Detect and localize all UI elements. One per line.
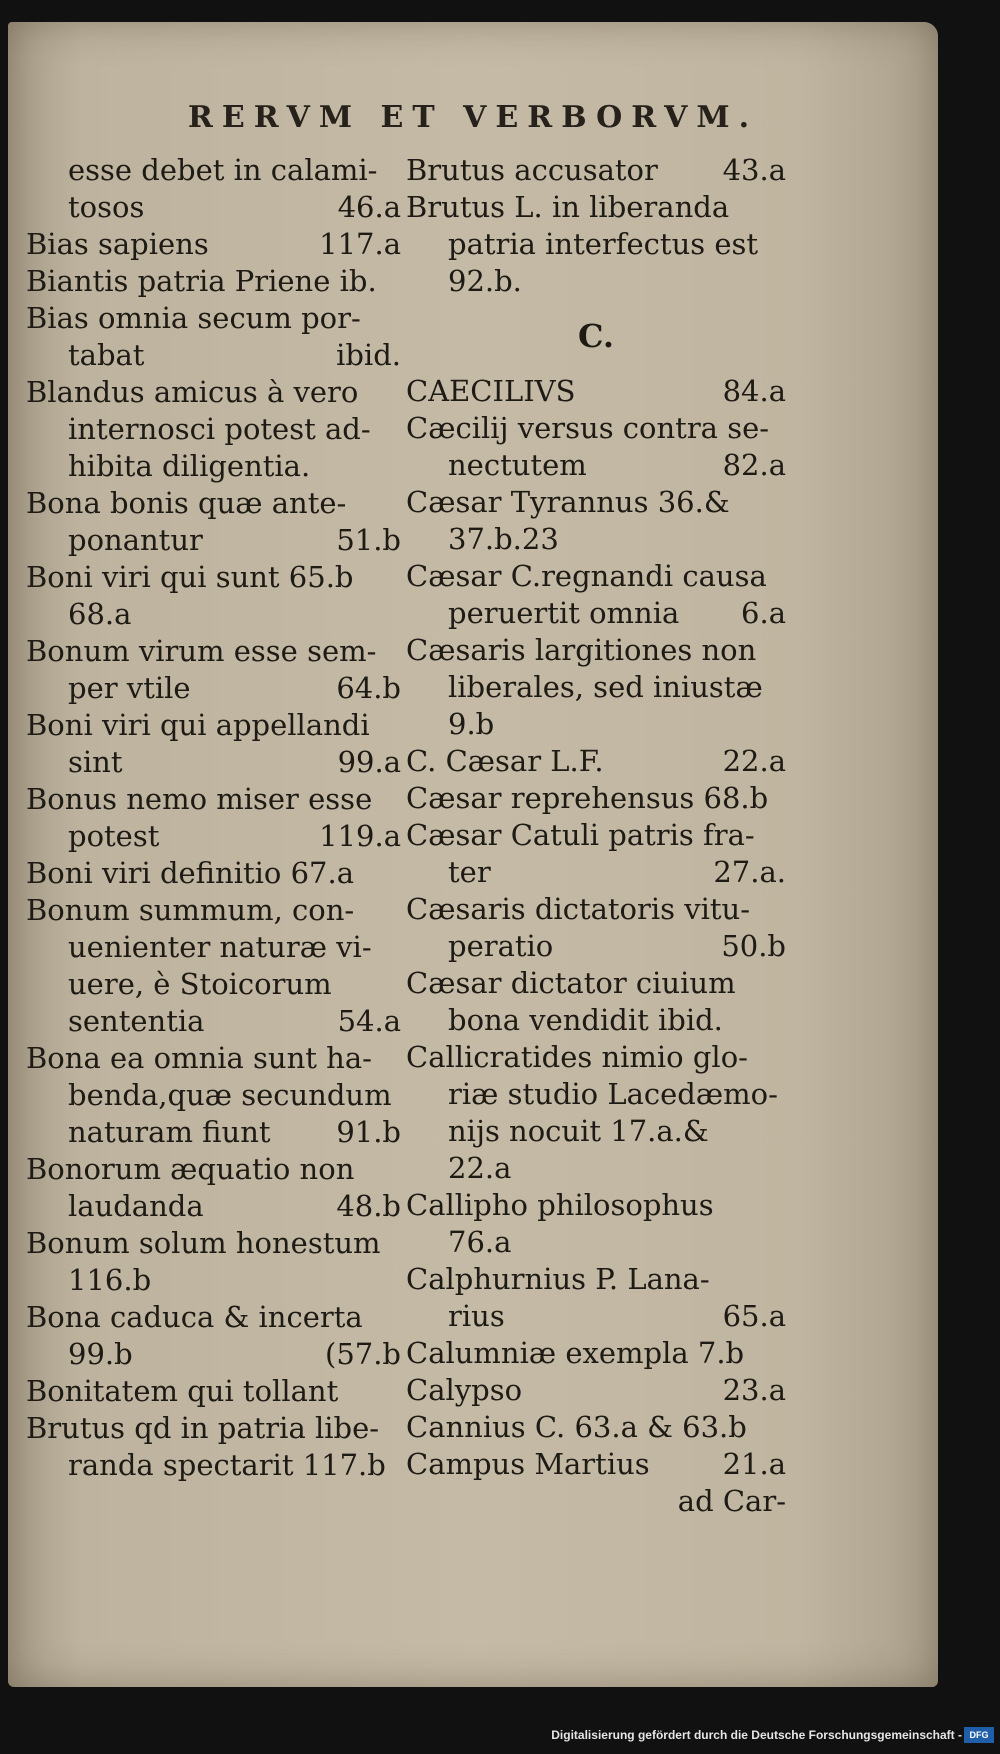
index-entry-line (406, 1372, 786, 1409)
index-entry-line (26, 559, 401, 596)
entry-text: Calumniæ exempla 7.b (406, 1336, 745, 1370)
index-entry-line (26, 966, 401, 1003)
entry-text: Calphurnius P. Lana- (406, 1262, 710, 1296)
index-entry-line (406, 928, 786, 965)
index-entry-line (406, 226, 786, 263)
entry-text: Callipho philosophus (406, 1188, 714, 1222)
index-entry-line (406, 706, 786, 743)
entry-text: 9.b (448, 707, 495, 741)
entry-text: patria interfectus est (448, 227, 759, 261)
index-entry-line (406, 300, 786, 318)
index-entry-line (26, 1262, 401, 1299)
entry-text: tabat (68, 338, 145, 372)
running-head: RERVM ET VERBORVM. (187, 100, 759, 135)
index-entry-line (26, 1299, 401, 1336)
index-entry-line (26, 411, 401, 448)
entry-page-ref: 117.a (319, 227, 401, 261)
entry-text: 76.a (448, 1225, 512, 1259)
index-entry-line (26, 189, 401, 226)
index-entry-line (406, 595, 786, 632)
index-entry-line (26, 670, 401, 707)
entry-text: Bonum virum esse sem- (26, 634, 377, 668)
entry-text: Bias sapiens (26, 227, 209, 261)
index-entry-line (406, 1076, 786, 1113)
entry-text: rius (448, 1299, 505, 1333)
index-entry-line (26, 448, 401, 485)
index-entry-line (406, 263, 786, 300)
entry-text: Cæsar C.regnandi causa (406, 559, 767, 593)
index-entry-line (26, 818, 401, 855)
index-entry-line (406, 152, 786, 189)
entry-text: Bias omnia secum por- (26, 301, 361, 335)
entry-text: 92.b. (448, 264, 522, 298)
index-entry-line (26, 929, 401, 966)
index-entry-line (406, 817, 786, 854)
index-entry-line (406, 669, 786, 706)
entry-text: Bonorum æquatio non (26, 1152, 355, 1186)
index-entry-line (26, 596, 401, 633)
entry-page-ref: 64.b (336, 671, 401, 705)
entry-text: liberales, sed iniustæ (448, 670, 763, 704)
entry-text: Cæsar Tyrannus 36.& (406, 485, 730, 519)
entry-page-ref: 22.a (722, 744, 786, 778)
index-entry-line (26, 744, 401, 781)
entry-page-ref: 48.b (336, 1189, 401, 1223)
index-entry-line (26, 1410, 401, 1447)
entry-text: internosci potest ad- (68, 412, 371, 446)
book-page (8, 22, 938, 1687)
index-entry-line (406, 355, 786, 373)
entry-page-ref: ad Car- (677, 1484, 786, 1518)
entry-text: peratio (448, 929, 554, 963)
entry-text: riæ studio Lacedæmo- (448, 1077, 778, 1111)
entry-text: benda,quæ secundum (68, 1078, 392, 1112)
index-entry-line (406, 1409, 786, 1446)
entry-text: per vtile (68, 671, 191, 705)
entry-page-ref: 21.a (722, 1447, 786, 1481)
index-entry-line (26, 300, 401, 337)
entry-text: naturam fiunt (68, 1115, 271, 1149)
index-entry-line (406, 1446, 786, 1483)
index-entry-line (406, 1483, 786, 1520)
entry-text: Bonitatem qui tollant (26, 1374, 339, 1408)
index-entry-line (26, 1336, 401, 1373)
entry-page-ref: 84.a (722, 374, 786, 408)
entry-text: Blandus amicus à vero (26, 375, 359, 409)
index-entry-line (406, 1224, 786, 1261)
entry-text: Biantis patria Priene ib. (26, 264, 377, 298)
index-column-left (26, 152, 401, 1484)
entry-text: Bonus nemo miser esse (26, 782, 373, 816)
dfg-logo: DFG (964, 1727, 994, 1743)
entry-text: Brutus L. in liberanda (406, 190, 730, 224)
entry-text: 37.b.23 (448, 522, 559, 556)
index-entry-line (26, 485, 401, 522)
index-entry-line (406, 558, 786, 595)
entry-text: 68.a (68, 597, 132, 631)
index-column-right (406, 152, 786, 1520)
index-entry-line (26, 781, 401, 818)
index-entry-line (26, 374, 401, 411)
entry-text: Brutus qd in patria libe- (26, 1411, 380, 1445)
entry-text: ter (448, 855, 491, 889)
entry-text: Bonum summum, con- (26, 893, 355, 927)
entry-text: Cæsar dictator ciuium (406, 966, 736, 1000)
index-entry-line (26, 1447, 401, 1484)
index-entry-line (26, 226, 401, 263)
entry-page-ref: 46.a (337, 190, 401, 224)
entry-text: Bona ea omnia sunt ha- (26, 1041, 372, 1075)
index-entry-line (406, 1298, 786, 1335)
funding-credit: Digitalisierung gefördert durch die Deutsche Forschungsgemeinschaft - (551, 1728, 962, 1742)
index-entry-line (26, 1188, 401, 1225)
entry-text: 116.b (68, 1263, 152, 1297)
entry-text: Cæcilij versus contra se- (406, 411, 770, 445)
index-entry-line (26, 892, 401, 929)
index-entry-line (406, 1335, 786, 1372)
entry-text: tosos (68, 190, 145, 224)
entry-text: nijs nocuit 17.a.& (448, 1114, 709, 1148)
entry-text: 22.a (448, 1151, 512, 1185)
entry-text: CAECILIVS (406, 374, 576, 408)
entry-text: sint (68, 745, 123, 779)
entry-text: Cæsar Catuli patris fra- (406, 818, 755, 852)
index-entry-line (406, 1002, 786, 1039)
entry-text: peruertit omnia (448, 596, 680, 630)
index-entry-line (26, 337, 401, 374)
entry-text: hibita diligentia. (68, 449, 311, 483)
entry-text: Cæsaris largitiones non (406, 633, 757, 667)
index-entry-line (406, 743, 786, 780)
index-entry-line (406, 1187, 786, 1224)
entry-page-ref: 65.a (722, 1299, 786, 1333)
index-entry-line (406, 1150, 786, 1187)
entry-page-ref: ibid. (336, 338, 401, 372)
entry-page-ref: 50.b (721, 929, 786, 963)
entry-page-ref: 99.a (337, 745, 401, 779)
entry-text: randa spectarit 117.b (68, 1448, 386, 1482)
index-entry-line (26, 633, 401, 670)
entry-text: nectutem (448, 448, 587, 482)
index-entry-line (26, 522, 401, 559)
entry-page-ref: 82.a (722, 448, 786, 482)
entry-text: C. Cæsar L.F. (406, 744, 604, 778)
index-entry-line (406, 965, 786, 1002)
section-letter: C. (577, 317, 615, 355)
entry-page-ref: 54.a (337, 1004, 401, 1038)
entry-page-ref: 6.a (741, 596, 786, 630)
index-entry-line (406, 521, 786, 558)
entry-text: uenienter naturæ vi- (68, 930, 372, 964)
entry-text: Cannius C. 63.a & 63.b (406, 1410, 747, 1444)
index-entry-line (406, 318, 786, 355)
entry-text: Cæsaris dictatoris vitu- (406, 892, 751, 926)
entry-page-ref: 119.a (319, 819, 401, 853)
index-entry-line (406, 632, 786, 669)
entry-text: bona vendidit ibid. (448, 1003, 723, 1037)
index-entry-line (26, 1151, 401, 1188)
entry-text: Boni viri qui sunt 65.b (26, 560, 354, 594)
index-entry-line (26, 1003, 401, 1040)
index-entry-line (406, 410, 786, 447)
entry-page-ref: 43.a (722, 153, 786, 187)
entry-page-ref: 51.b (336, 523, 401, 557)
entry-text: Bonum solum honestum (26, 1226, 381, 1260)
index-entry-line (26, 263, 401, 300)
index-entry-line (406, 891, 786, 928)
entry-text: ponantur (68, 523, 203, 557)
index-entry-line (406, 854, 786, 891)
entry-text: uere, è Stoicorum (68, 967, 332, 1001)
index-entry-line (26, 1114, 401, 1151)
entry-text: Cæsar reprehensus 68.b (406, 781, 769, 815)
entry-text: potest (68, 819, 160, 853)
entry-text: Boni viri definitio 67.a (26, 856, 354, 890)
entry-text: Campus Martius (406, 1447, 650, 1481)
entry-text: Bona caduca & incerta (26, 1300, 363, 1334)
entry-text: Calypso (406, 1373, 523, 1407)
index-entry-line (406, 447, 786, 484)
entry-text: sententia (68, 1004, 205, 1038)
entry-text: laudanda (68, 1189, 204, 1223)
index-entry-line (26, 707, 401, 744)
index-entry-line (26, 1373, 401, 1410)
entry-page-ref: 27.a. (713, 855, 786, 889)
index-entry-line (406, 780, 786, 817)
entry-text: Bona bonis quæ ante- (26, 486, 347, 520)
index-entry-line (406, 1039, 786, 1076)
entry-text: Boni viri qui appellandi (26, 708, 370, 742)
entry-text: 99.b (68, 1337, 133, 1371)
entry-page-ref: (57.b (325, 1337, 401, 1371)
index-entry-line (406, 484, 786, 521)
entry-page-ref: 23.a (722, 1373, 786, 1407)
index-entry-line (406, 1113, 786, 1150)
index-entry-line (26, 1225, 401, 1262)
entry-text: Callicratides nimio glo- (406, 1040, 748, 1074)
index-entry-line (406, 373, 786, 410)
index-entry-line (406, 189, 786, 226)
index-entry-line (26, 1077, 401, 1114)
entry-text: esse debet in calami- (68, 153, 378, 187)
index-entry-line (406, 1261, 786, 1298)
index-entry-line (26, 152, 401, 189)
index-entry-line (26, 855, 401, 892)
entry-page-ref: 91.b (336, 1115, 401, 1149)
entry-text: Brutus accusator (406, 153, 658, 187)
index-entry-line (26, 1040, 401, 1077)
